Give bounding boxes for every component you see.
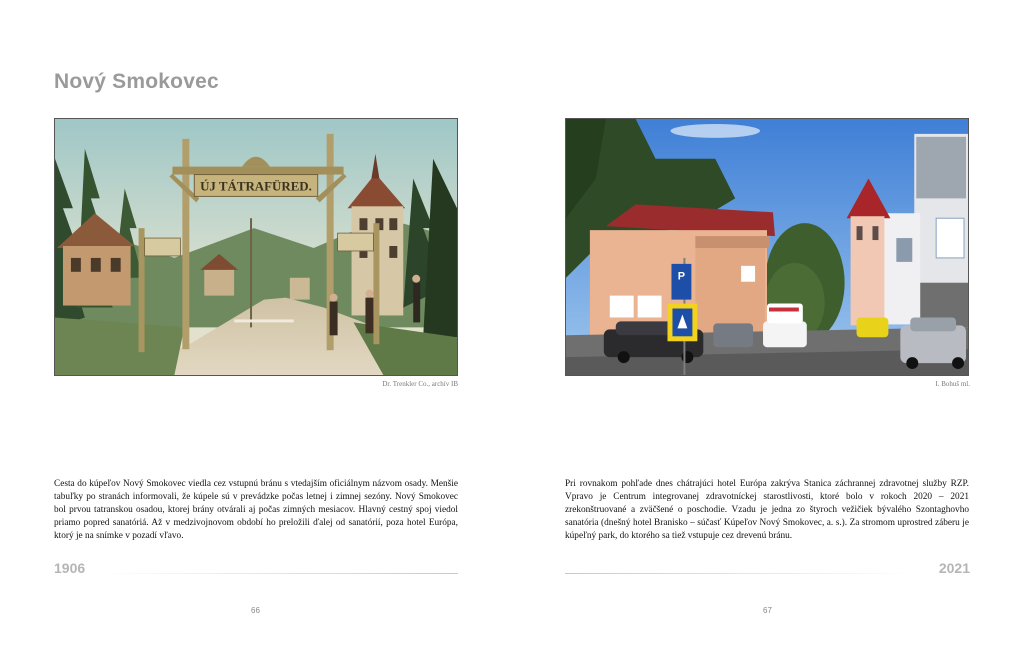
- historic-postcard-image: [55, 119, 457, 375]
- page-number: 66: [251, 606, 260, 615]
- divider-line: [100, 573, 458, 574]
- gate-sign-text: ÚJ TÁTRAFÜRED.: [200, 178, 312, 194]
- divider-line: [565, 573, 915, 574]
- year-label: 2021: [938, 560, 970, 576]
- photo-credit: Dr. Trenkler Co., archív IB: [382, 380, 458, 388]
- right-page: [512, 0, 1024, 647]
- body-text: Pri rovnakom pohľade dnes chátrajúci hotel Európa zakrýva Stanica záchrannej zdravotnej služby RZP. Vpravo je Centrum integrovanej zdravotníckej starostlivosti, ktoré bolo v rokoch 2020 – 2021 zrekonštruované a zväčšené o poschodie. Vzadu je jedna zo štyroch vežičiek bývalého Szontaghovho sanatória (dnešný hotel Branisko – súčasť Kúpeľov Nový Smokovec, a. s.). Za stromom uprostred záberu je kúpeľný park, do ktorého sa tiež vstupuje cez drevenú bránu.: [565, 479, 969, 541]
- page-title: Nový Smokovec: [54, 70, 219, 93]
- modern-photo-2021: [565, 118, 969, 376]
- photo-credit: I. Bohuš ml.: [935, 380, 970, 388]
- page-number: 67: [763, 606, 772, 615]
- historic-photo-1906: [54, 118, 458, 376]
- year-label: 1906: [54, 560, 86, 576]
- body-text: Cesta do kúpeľov Nový Smokovec viedla cez vstupnú bránu s vtedajším oficiálnym názvom osady. Menšie tabuľky po stranách informovali, že kúpele sú v prevádzke počas letnej i zimnej sezóny. Nový Smokovec bol prvou tatranskou osadou, ktorej brány otvárali aj počas zimných mesiacov. Hlavný cestný spoj viedol priamo popred sanatóriá. Až v medzivojnovom období ho preložili ďalej od sanatórií, poza hotel Európa, ktorý je na snímke v pozadí vľavo.: [54, 479, 458, 541]
- modern-street-image: [566, 119, 968, 375]
- svg-text:P: P: [677, 270, 686, 283]
